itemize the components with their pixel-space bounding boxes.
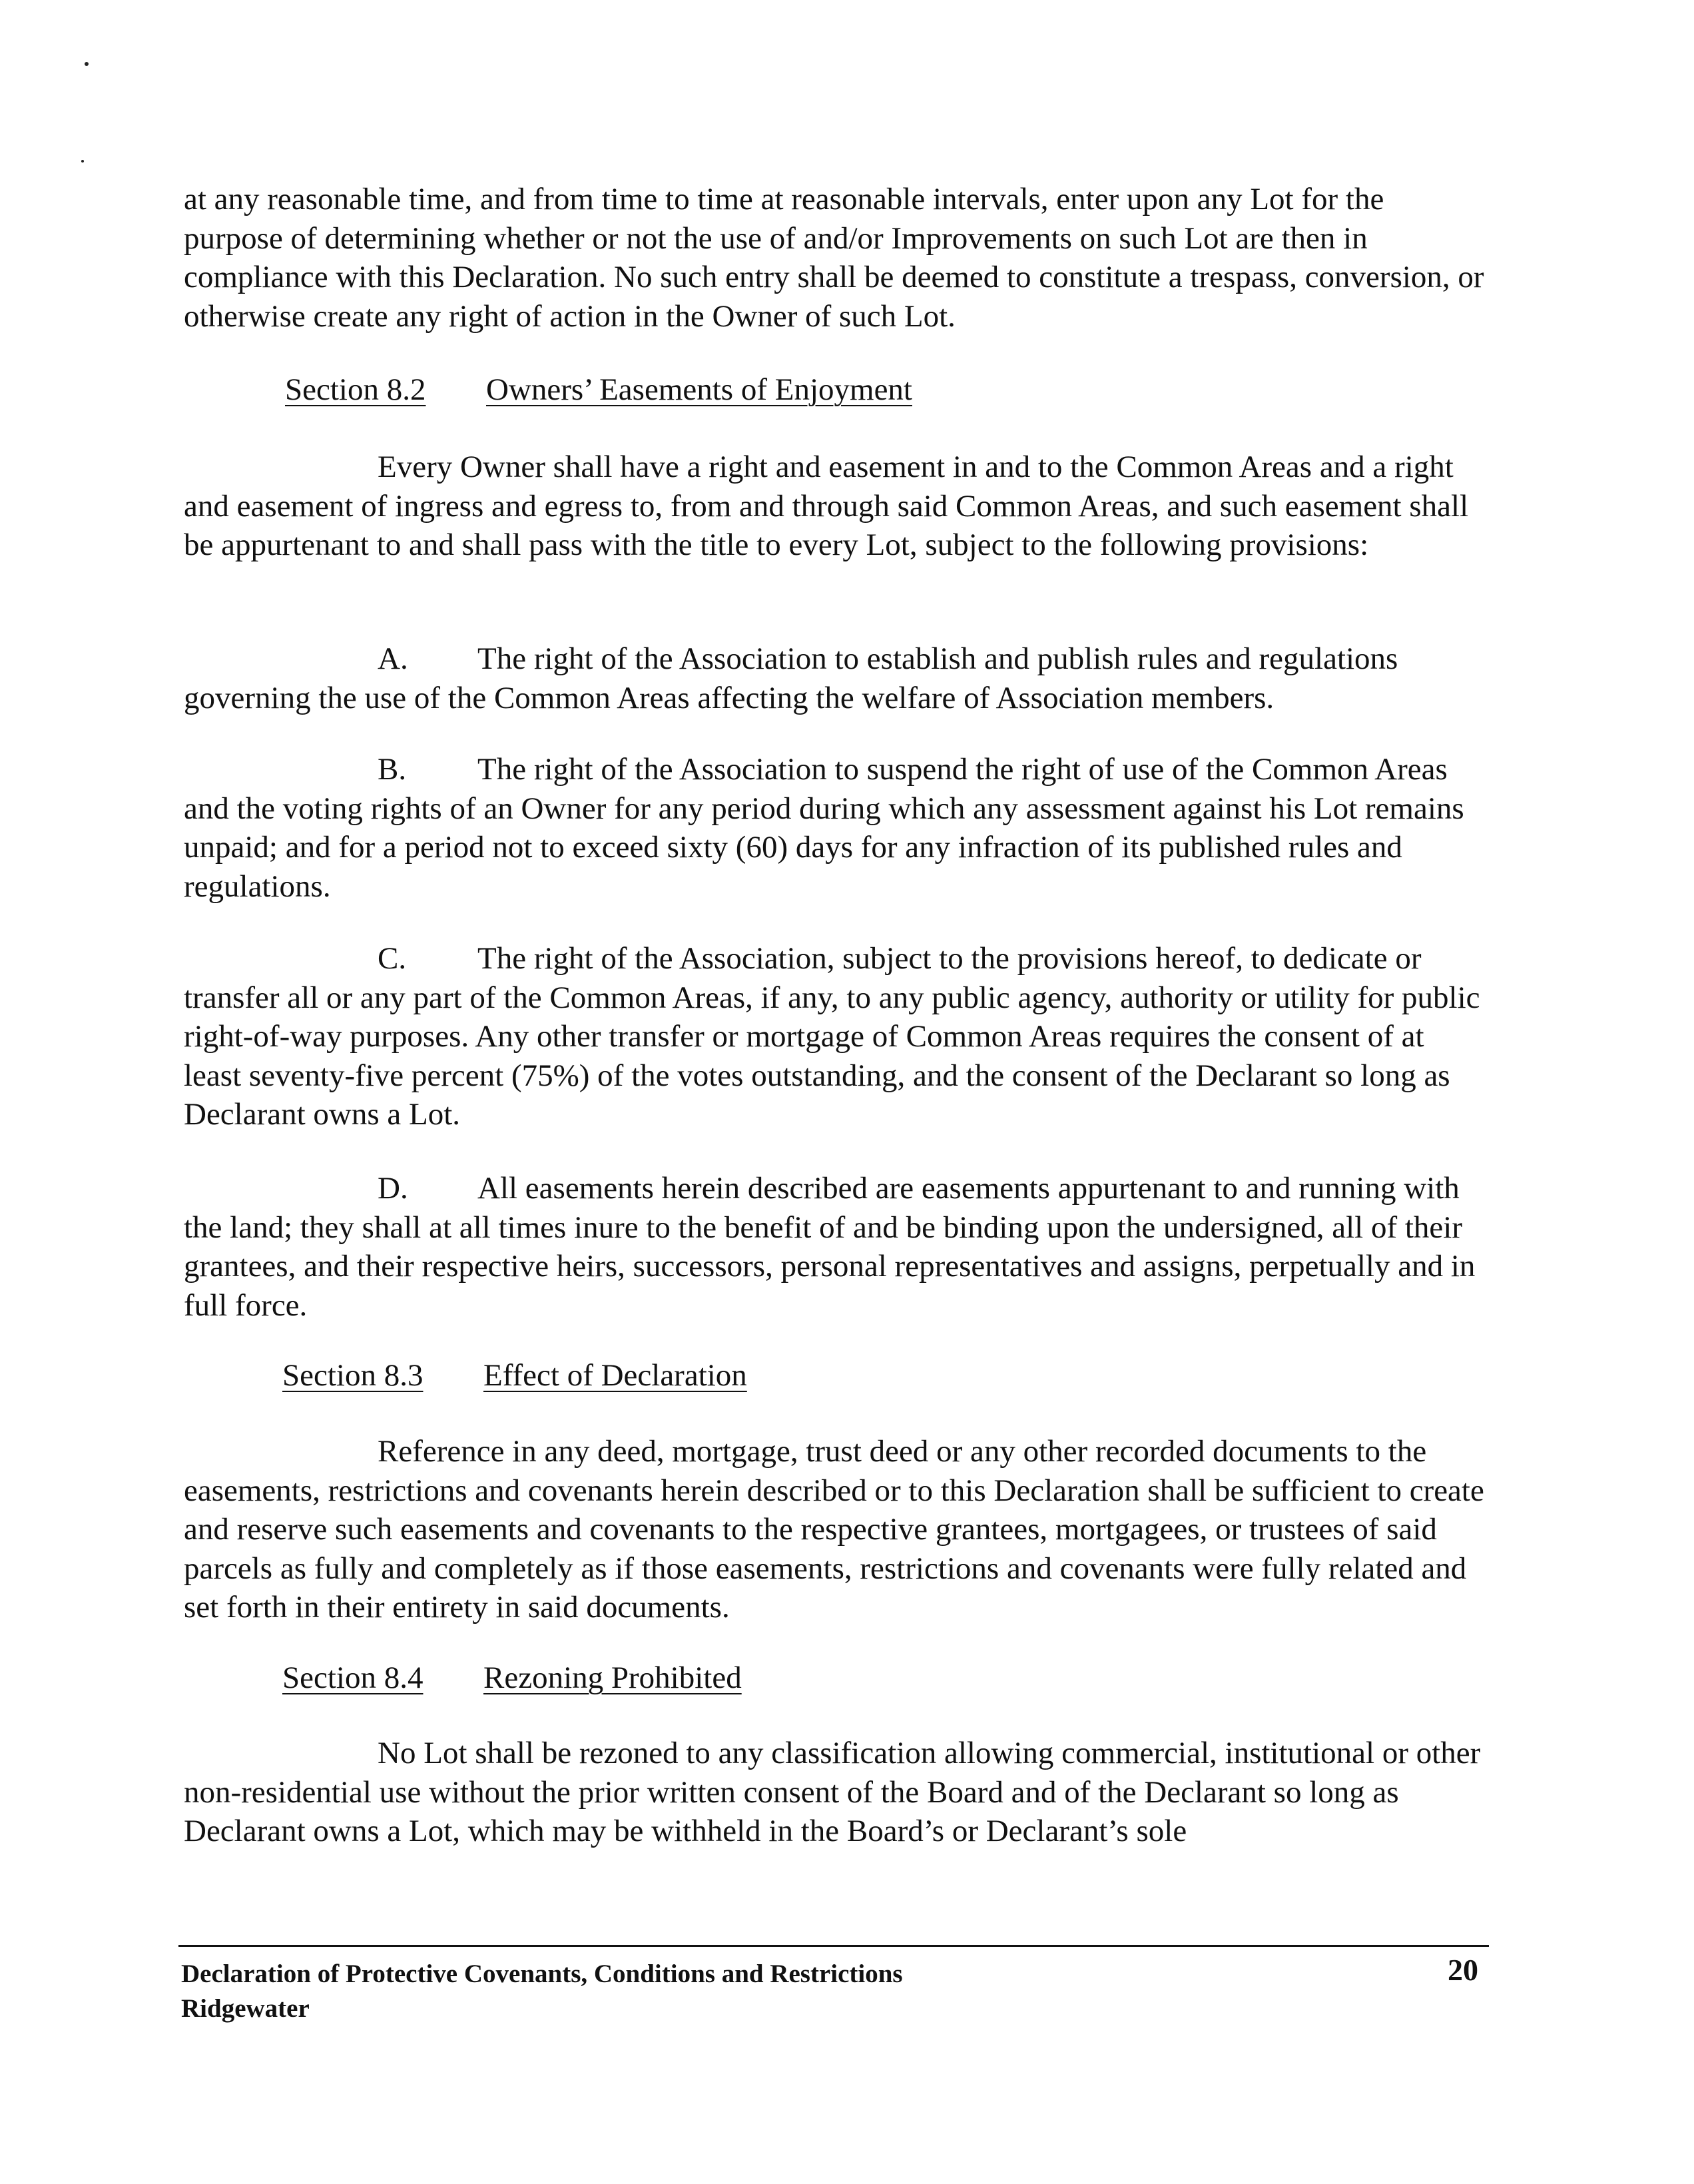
section-8-4-text: No Lot shall be rezoned to any classification allowing commercial, institutional or other non-residential use without the prior written consent of the Board and of the Declarant so long as Declarant owns a Lot, which may be withheld in the Board’s or Declarant’s sole bbox=[184, 1736, 1481, 1848]
section-title: Effect of Declaration bbox=[483, 1358, 747, 1393]
provision-label: B. bbox=[378, 752, 407, 787]
page-number: 20 bbox=[1448, 1953, 1478, 1987]
section-8-4-body bbox=[184, 1734, 1489, 1851]
provision-label: D. bbox=[378, 1171, 408, 1206]
scan-speck bbox=[85, 62, 89, 66]
section-8-2-intro-text: Every Owner shall have a right and easement in and to the Common Areas and a right and easement of ingress and egress to, from and through said Common Areas, and such easement shall be appurtenant to and shall pass with the title to every Lot, subject to the following provisions: bbox=[184, 450, 1469, 562]
opening-paragraph: at any reasonable time, and from time to time at reasonable intervals, enter upon any Lot for the purpose of determining whether or not the use of and/or Improvements on such Lot are then in compliance with this Declaration. No such entry shall be deemed to constitute a trespass, conversion, or otherwise create any right of action in the Owner of such Lot. bbox=[184, 182, 1484, 334]
section-number: Section 8.2 bbox=[285, 372, 426, 407]
footer-title: Declaration of Protective Covenants, Conditions and Restrictions bbox=[181, 1960, 903, 1988]
provision-d bbox=[184, 1169, 1489, 1325]
footer-divider bbox=[178, 1945, 1489, 1947]
section-title: Rezoning Prohibited bbox=[483, 1660, 742, 1695]
section-8-3-body bbox=[184, 1432, 1489, 1627]
section-8-3-text: Reference in any deed, mortgage, trust deed or any other recorded documents to the easements, restrictions and covenants herein described or to this Declaration shall be sufficient to create and reserve such easements and covenants to the respective grantees, mortgagees, or trustees of said parcels as fully and completely as if those easements, restrictions and covenants were fully related and set forth in their entirety in said documents. bbox=[184, 1434, 1484, 1625]
provision-text: The right of the Association to establish and publish rules and regulations governing the use of the Common Areas affecting the welfare of Association members. bbox=[184, 641, 1398, 715]
provision-b bbox=[184, 750, 1489, 906]
section-number: Section 8.3 bbox=[282, 1358, 424, 1393]
provision-a bbox=[184, 639, 1489, 717]
footer-subtitle: Ridgewater bbox=[181, 1994, 310, 2023]
section-title: Owners’ Easements of Enjoyment bbox=[486, 372, 912, 407]
provision-text: The right of the Association, subject to the provisions hereof, to dedicate or transfer all or any part of the Common Areas, if any, to any public agency, authority or utility for public right-of-way purposes. Any other transfer or mortgage of Common Areas requires the consent of at least seventy-five percent (75%) of the votes outstanding, and the consent of the Declarant so long as Declarant owns a Lot. bbox=[184, 941, 1480, 1132]
scan-speck bbox=[81, 160, 84, 163]
provision-text: The right of the Association to suspend the right of use of the Common Areas and the voting rights of an Owner for any period during which any assessment against his Lot remains unpaid; and for a period not to exceed sixty (60) days for any infraction of its published rules and regulations. bbox=[184, 752, 1464, 904]
provision-label: A. bbox=[378, 641, 408, 676]
section-8-2-intro bbox=[184, 448, 1489, 565]
section-number: Section 8.4 bbox=[282, 1660, 424, 1695]
provision-label: C. bbox=[378, 941, 407, 976]
provision-c bbox=[184, 939, 1489, 1134]
provision-text: All easements herein described are easements appurtenant to and running with the land; they shall at all times inure to the benefit of and be binding upon the undersigned, all of their grantees, and their respective heirs, successors, personal representatives and assigns, perpetually and in full force. bbox=[184, 1171, 1476, 1323]
